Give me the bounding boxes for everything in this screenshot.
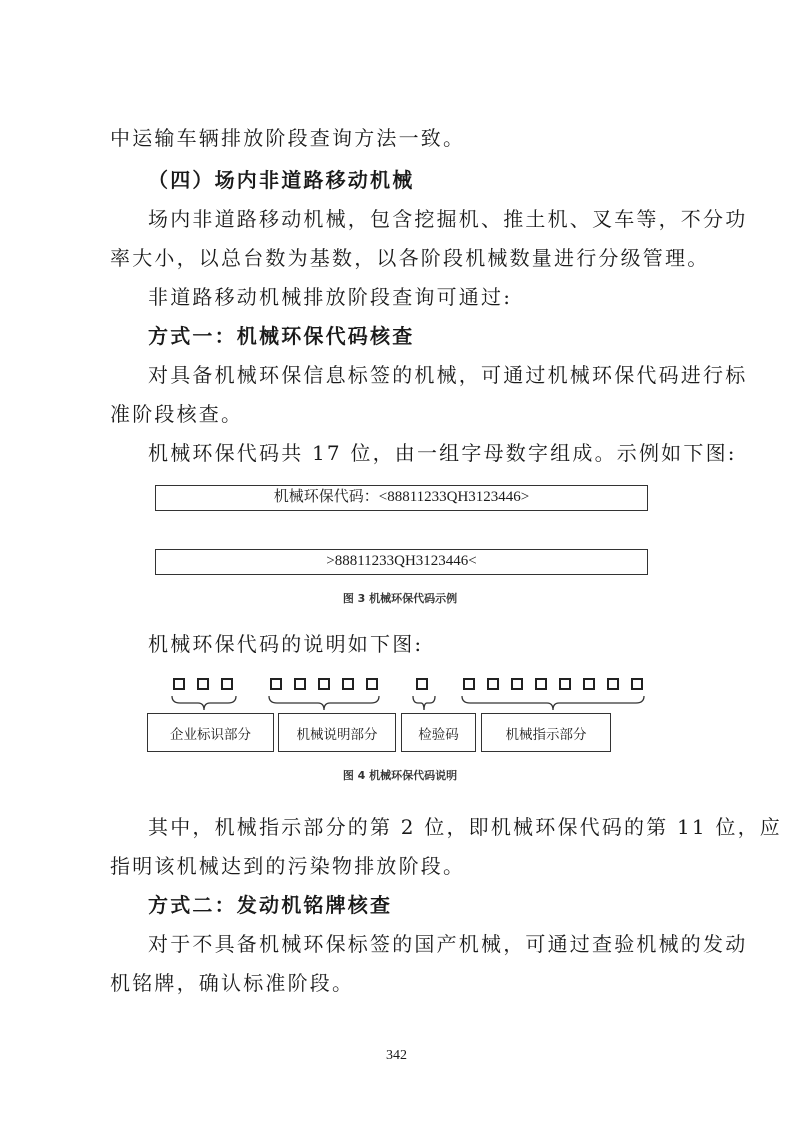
brace-enterprise <box>172 696 236 710</box>
part-machine-description: 机械说明部分 <box>278 713 396 752</box>
code-example-box-2: >88811233QH3123446< <box>155 549 648 575</box>
paragraph-line: 指明该机械达到的污染物排放阶段。 <box>110 854 466 878</box>
paragraph-line: 准阶段核查。 <box>110 402 244 426</box>
paragraph-line: 率大小，以总台数为基数，以各阶段机械数量进行分级管理。 <box>110 246 710 270</box>
paragraph-line: 场内非道路移动机械，包含挖掘机、推土机、叉车等，不分功 <box>148 207 748 231</box>
brace-indicator <box>462 696 644 710</box>
paragraph-line: 其中，机械指示部分的第 2 位，即机械环保代码的第 11 位，应 <box>148 815 783 839</box>
code-example-box-1: 机械环保代码：<88811233QH3123446> <box>155 485 648 511</box>
part-check-code: 检验码 <box>401 713 476 752</box>
paragraph-line: 机械环保代码共 17 位，由一组字母数字组成。示例如下图: <box>148 441 737 465</box>
method-2-heading: 方式二：发动机铭牌核查 <box>148 893 393 917</box>
part-machine-indicator: 机械指示部分 <box>481 713 611 752</box>
paragraph-line: 机铭牌，确认标准阶段。 <box>110 971 355 995</box>
figure-3-caption: 图 3 机械环保代码示例 <box>342 592 458 605</box>
part-enterprise-id: 企业标识部分 <box>147 713 274 752</box>
method-1-heading: 方式一：机械环保代码核查 <box>148 324 415 348</box>
paragraph-line: 对具备机械环保信息标签的机械，可通过机械环保代码进行标 <box>148 363 748 387</box>
figure-4-caption: 图 4 机械环保代码说明 <box>342 769 458 782</box>
paragraph-line: 非道路移动机械排放阶段查询可通过: <box>148 285 513 309</box>
paragraph-line: 机械环保代码的说明如下图: <box>148 632 424 656</box>
page-number: 342 <box>386 1048 407 1063</box>
paragraph-line: 对于不具备机械环保标签的国产机械，可通过查验机械的发动 <box>148 932 748 956</box>
brace-check <box>413 696 435 710</box>
paragraph-intro-end: 中运输车辆排放阶段查询方法一致。 <box>110 126 466 150</box>
section-heading-4: （四）场内非道路移动机械 <box>148 168 415 192</box>
brace-description <box>269 696 379 710</box>
